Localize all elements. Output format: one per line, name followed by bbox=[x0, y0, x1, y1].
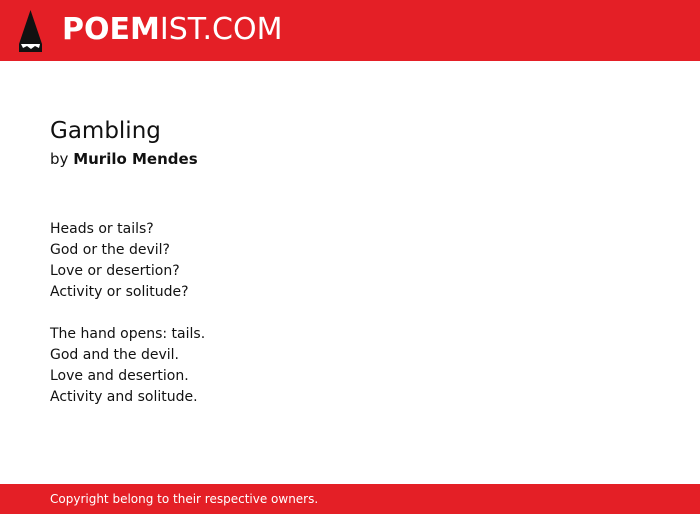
poem-content bbox=[50, 114, 650, 429]
pen-nib-icon[interactable] bbox=[18, 10, 43, 52]
site-logo[interactable] bbox=[62, 12, 282, 48]
logo-bold-text: POEM bbox=[62, 12, 160, 47]
by-label: by bbox=[50, 150, 69, 168]
site-header bbox=[0, 0, 700, 61]
poem-body bbox=[50, 219, 650, 408]
poem-line: The hand opens: tails. bbox=[50, 326, 206, 342]
poem-line: Activity and solitude. bbox=[50, 389, 198, 405]
poem-title: Gambling bbox=[50, 118, 161, 144]
poem-line: God or the devil? bbox=[50, 242, 170, 258]
poem-line: Heads or tails? bbox=[50, 221, 154, 237]
poem-byline bbox=[50, 148, 650, 170]
poem-line: Love or desertion? bbox=[50, 263, 180, 279]
poem-stanza bbox=[50, 219, 650, 303]
poem-stanza bbox=[50, 324, 650, 408]
site-footer bbox=[0, 484, 700, 514]
poem-author: Murilo Mendes bbox=[73, 150, 198, 168]
copyright-text: Copyright belong to their respective owners. bbox=[50, 492, 319, 506]
poem-line: Love and desertion. bbox=[50, 368, 189, 384]
poem-line: God and the devil. bbox=[50, 347, 179, 363]
poem-line: Activity or solitude? bbox=[50, 284, 189, 300]
logo-light-text: IST.COM bbox=[159, 12, 283, 47]
